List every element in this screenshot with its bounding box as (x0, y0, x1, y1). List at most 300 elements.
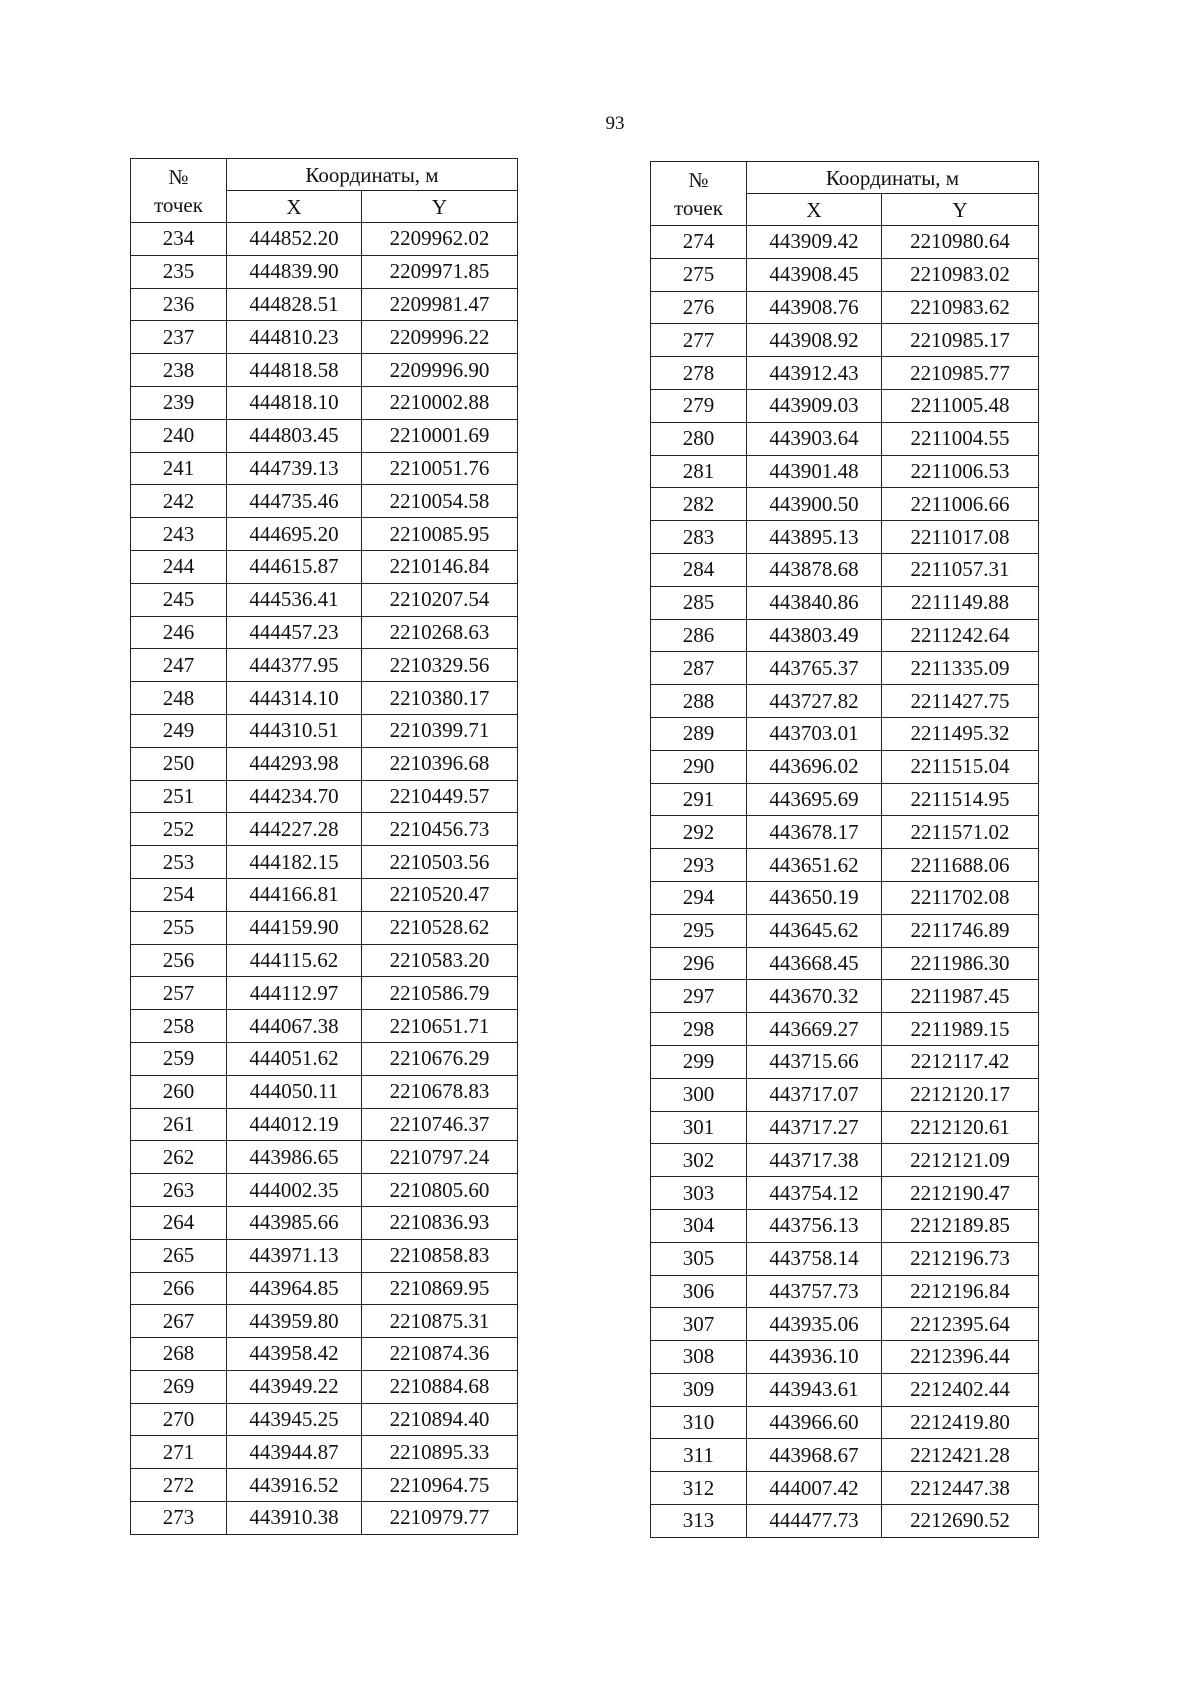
table-row (651, 324, 1039, 357)
point-number-symbol: № (688, 167, 709, 192)
y-coordinate-cell: 2212447.38 (882, 1472, 1039, 1505)
point-number-cell: 308 (651, 1341, 747, 1374)
table-row (131, 747, 518, 780)
x-coordinate-cell: 444293.98 (227, 747, 362, 780)
y-coordinate-cell: 2212396.44 (882, 1341, 1039, 1374)
table-row (131, 583, 518, 616)
x-coordinate-cell: 444457.23 (227, 616, 362, 649)
point-number-cell: 295 (651, 914, 747, 947)
x-coordinate-cell: 443840.86 (747, 586, 882, 619)
table-row (131, 485, 518, 518)
y-coordinate-cell: 2212395.64 (882, 1308, 1039, 1341)
y-coordinate-cell: 2212419.80 (882, 1406, 1039, 1439)
y-coordinate-cell: 2210797.24 (362, 1141, 518, 1174)
x-coordinate-cell: 444828.51 (227, 288, 362, 321)
table-row (651, 1373, 1039, 1406)
point-number-cell: 247 (131, 649, 227, 682)
point-number-cell: 243 (131, 518, 227, 551)
x-coordinate-cell: 443944.87 (227, 1436, 362, 1469)
point-number-cell: 301 (651, 1111, 747, 1144)
table-row (651, 1406, 1039, 1439)
point-number-cell: 312 (651, 1472, 747, 1505)
table-row (651, 521, 1039, 554)
x-coordinate-cell: 443715.66 (747, 1045, 882, 1078)
y-coordinate-cell: 2211005.48 (882, 389, 1039, 422)
x-coordinate-cell: 443878.68 (747, 553, 882, 586)
y-coordinate-cell: 2211514.95 (882, 783, 1039, 816)
y-coordinate-cell: 2210676.29 (362, 1042, 518, 1075)
x-coordinate-cell: 443717.07 (747, 1078, 882, 1111)
x-coordinate-cell: 443909.03 (747, 389, 882, 422)
x-coordinate-cell: 444112.97 (227, 977, 362, 1010)
y-coordinate-cell: 2211242.64 (882, 619, 1039, 652)
x-column-header: X (747, 194, 882, 226)
x-coordinate-cell: 443669.27 (747, 1013, 882, 1046)
x-coordinate-cell: 443971.13 (227, 1239, 362, 1272)
y-coordinate-cell: 2212421.28 (882, 1439, 1039, 1472)
x-coordinate-cell: 443645.62 (747, 914, 882, 947)
point-number-cell: 289 (651, 717, 747, 750)
point-number-cell: 236 (131, 288, 227, 321)
table-row (131, 255, 518, 288)
point-number-cell: 238 (131, 354, 227, 387)
point-number-cell: 259 (131, 1042, 227, 1075)
point-number-cell: 271 (131, 1436, 227, 1469)
y-coordinate-cell: 2210858.83 (362, 1239, 518, 1272)
point-number-cell: 269 (131, 1370, 227, 1403)
y-coordinate-cell: 2210985.17 (882, 324, 1039, 357)
point-number-cell: 278 (651, 357, 747, 390)
point-number-cell: 257 (131, 977, 227, 1010)
x-coordinate-cell: 444166.81 (227, 878, 362, 911)
point-number-cell: 299 (651, 1045, 747, 1078)
point-number-cell: 280 (651, 422, 747, 455)
point-number-cell: 310 (651, 1406, 747, 1439)
x-coordinate-cell: 443958.42 (227, 1338, 362, 1371)
y-coordinate-cell: 2210396.68 (362, 747, 518, 780)
y-coordinate-cell: 2211006.66 (882, 488, 1039, 521)
y-coordinate-cell: 2212196.73 (882, 1242, 1039, 1275)
point-number-cell: 303 (651, 1177, 747, 1210)
table-row (651, 291, 1039, 324)
table-row (651, 1341, 1039, 1374)
y-coordinate-cell: 2210528.62 (362, 911, 518, 944)
x-coordinate-cell: 443757.73 (747, 1275, 882, 1308)
table-row (651, 1308, 1039, 1341)
table-row (131, 1370, 518, 1403)
x-coordinate-cell: 444314.10 (227, 682, 362, 715)
table-row (651, 455, 1039, 488)
y-coordinate-cell: 2209962.02 (362, 223, 518, 256)
y-coordinate-cell: 2210329.56 (362, 649, 518, 682)
table-row (131, 1239, 518, 1272)
point-number-cell: 254 (131, 878, 227, 911)
x-coordinate-cell: 443717.38 (747, 1144, 882, 1177)
table-row (131, 1075, 518, 1108)
table-row (651, 783, 1039, 816)
x-coordinate-cell: 444310.51 (227, 714, 362, 747)
x-coordinate-cell: 443985.66 (227, 1206, 362, 1239)
point-number-label: точек (674, 195, 723, 220)
table-row (131, 1141, 518, 1174)
table-row (131, 354, 518, 387)
y-coordinate-cell: 2210520.47 (362, 878, 518, 911)
table-row (651, 816, 1039, 849)
x-coordinate-cell: 443912.43 (747, 357, 882, 390)
table-row (131, 1305, 518, 1338)
x-coordinate-cell: 443703.01 (747, 717, 882, 750)
y-coordinate-cell: 2211688.06 (882, 849, 1039, 882)
y-coordinate-cell: 2210085.95 (362, 518, 518, 551)
x-coordinate-cell: 443935.06 (747, 1308, 882, 1341)
y-coordinate-cell: 2210207.54 (362, 583, 518, 616)
x-coordinate-cell: 444695.20 (227, 518, 362, 551)
table-row (651, 488, 1039, 521)
y-coordinate-cell: 2211986.30 (882, 947, 1039, 980)
point-number-cell: 240 (131, 419, 227, 452)
y-coordinate-cell: 2209996.22 (362, 321, 518, 354)
point-number-cell: 245 (131, 583, 227, 616)
point-number-cell: 237 (131, 321, 227, 354)
y-coordinate-cell: 2210980.64 (882, 226, 1039, 259)
x-coordinate-cell: 443900.50 (747, 488, 882, 521)
x-coordinate-cell: 443668.45 (747, 947, 882, 980)
y-coordinate-cell: 2210586.79 (362, 977, 518, 1010)
table-row (651, 258, 1039, 291)
table-row (131, 944, 518, 977)
table-row (131, 977, 518, 1010)
y-coordinate-cell: 2210651.71 (362, 1010, 518, 1043)
y-column-header: Y (362, 191, 518, 223)
point-number-header (131, 159, 227, 223)
table-row (131, 682, 518, 715)
table-row (651, 685, 1039, 718)
table-row (131, 1469, 518, 1502)
point-number-cell: 306 (651, 1275, 747, 1308)
table-row (651, 422, 1039, 455)
y-coordinate-cell: 2210054.58 (362, 485, 518, 518)
point-number-cell: 275 (651, 258, 747, 291)
x-coordinate-cell: 443908.76 (747, 291, 882, 324)
table-row (651, 586, 1039, 619)
table-row (651, 1013, 1039, 1046)
table-row (131, 846, 518, 879)
table-row (131, 1272, 518, 1305)
x-coordinate-cell: 443758.14 (747, 1242, 882, 1275)
table-row (131, 518, 518, 551)
point-number-cell: 304 (651, 1209, 747, 1242)
table-row (131, 223, 518, 256)
table-row (651, 1144, 1039, 1177)
y-coordinate-cell: 2212120.61 (882, 1111, 1039, 1144)
point-number-cell: 241 (131, 452, 227, 485)
x-coordinate-cell: 443803.49 (747, 619, 882, 652)
x-coordinate-cell: 443695.69 (747, 783, 882, 816)
point-number-header (651, 162, 747, 226)
point-number-cell: 297 (651, 980, 747, 1013)
table-row (131, 649, 518, 682)
y-coordinate-cell: 2212189.85 (882, 1209, 1039, 1242)
y-coordinate-cell: 2209971.85 (362, 255, 518, 288)
x-coordinate-cell: 443670.32 (747, 980, 882, 1013)
x-coordinate-cell: 443959.80 (227, 1305, 362, 1338)
table-row (651, 1505, 1039, 1538)
y-coordinate-cell: 2210380.17 (362, 682, 518, 715)
x-coordinate-cell: 444839.90 (227, 255, 362, 288)
y-coordinate-cell: 2211057.31 (882, 553, 1039, 586)
point-number-cell: 255 (131, 911, 227, 944)
x-coordinate-cell: 443754.12 (747, 1177, 882, 1210)
point-number-cell: 287 (651, 652, 747, 685)
y-coordinate-cell: 2210001.69 (362, 419, 518, 452)
point-number-cell: 309 (651, 1373, 747, 1406)
table-row (651, 1275, 1039, 1308)
table-row (131, 714, 518, 747)
y-coordinate-cell: 2211427.75 (882, 685, 1039, 718)
x-coordinate-cell: 443943.61 (747, 1373, 882, 1406)
point-number-cell: 286 (651, 619, 747, 652)
point-number-cell: 313 (651, 1505, 747, 1538)
y-coordinate-cell: 2210874.36 (362, 1338, 518, 1371)
y-coordinate-cell: 2210983.62 (882, 291, 1039, 324)
y-coordinate-cell: 2210456.73 (362, 813, 518, 846)
x-coordinate-cell: 444182.15 (227, 846, 362, 879)
point-number-cell: 281 (651, 455, 747, 488)
y-coordinate-cell: 2210002.88 (362, 386, 518, 419)
y-coordinate-cell: 2210583.20 (362, 944, 518, 977)
point-number-cell: 282 (651, 488, 747, 521)
y-coordinate-cell: 2212196.84 (882, 1275, 1039, 1308)
table-row (131, 1502, 518, 1535)
x-coordinate-cell: 443949.22 (227, 1370, 362, 1403)
x-coordinate-cell: 443650.19 (747, 881, 882, 914)
table-row (131, 452, 518, 485)
x-coordinate-cell: 443916.52 (227, 1469, 362, 1502)
table-row (131, 780, 518, 813)
x-coordinate-cell: 444115.62 (227, 944, 362, 977)
table-row (651, 389, 1039, 422)
x-coordinate-cell: 443895.13 (747, 521, 882, 554)
x-coordinate-cell: 443756.13 (747, 1209, 882, 1242)
coordinates-header: Координаты, м (747, 162, 1039, 194)
x-coordinate-cell: 444159.90 (227, 911, 362, 944)
x-coordinate-cell: 443908.45 (747, 258, 882, 291)
page-number: 93 (605, 113, 625, 134)
table-row (131, 1206, 518, 1239)
table-row (651, 1439, 1039, 1472)
x-coordinate-cell: 444234.70 (227, 780, 362, 813)
y-coordinate-cell: 2211702.08 (882, 881, 1039, 914)
y-coordinate-cell: 2210268.63 (362, 616, 518, 649)
table-row (131, 1108, 518, 1141)
point-number-cell: 258 (131, 1010, 227, 1043)
y-coordinate-cell: 2210983.02 (882, 258, 1039, 291)
y-coordinate-cell: 2211495.32 (882, 717, 1039, 750)
point-number-cell: 270 (131, 1403, 227, 1436)
x-coordinate-cell: 444227.28 (227, 813, 362, 846)
table-row (651, 619, 1039, 652)
point-number-cell: 300 (651, 1078, 747, 1111)
y-coordinate-cell: 2211006.53 (882, 455, 1039, 488)
point-number-cell: 292 (651, 816, 747, 849)
table-row (131, 321, 518, 354)
y-coordinate-cell: 2210399.71 (362, 714, 518, 747)
point-number-cell: 274 (651, 226, 747, 259)
y-coordinate-cell: 2211335.09 (882, 652, 1039, 685)
x-coordinate-cell: 443678.17 (747, 816, 882, 849)
point-number-cell: 264 (131, 1206, 227, 1239)
y-coordinate-cell: 2212402.44 (882, 1373, 1039, 1406)
x-coordinate-cell: 443901.48 (747, 455, 882, 488)
point-number-cell: 285 (651, 586, 747, 619)
point-number-cell: 262 (131, 1141, 227, 1174)
coordinates-table-right (650, 161, 1039, 1538)
point-number-cell: 283 (651, 521, 747, 554)
table-row (131, 813, 518, 846)
y-coordinate-cell: 2210836.93 (362, 1206, 518, 1239)
point-number-label: точек (154, 192, 203, 217)
table-row (651, 226, 1039, 259)
point-number-cell: 244 (131, 550, 227, 583)
x-coordinate-cell: 444051.62 (227, 1042, 362, 1075)
y-coordinate-cell: 2211515.04 (882, 750, 1039, 783)
point-number-cell: 268 (131, 1338, 227, 1371)
x-coordinate-cell: 443651.62 (747, 849, 882, 882)
point-number-cell: 246 (131, 616, 227, 649)
y-coordinate-cell: 2212690.52 (882, 1505, 1039, 1538)
x-coordinate-cell: 443696.02 (747, 750, 882, 783)
y-coordinate-cell: 2210051.76 (362, 452, 518, 485)
x-coordinate-cell: 443909.42 (747, 226, 882, 259)
point-number-cell: 251 (131, 780, 227, 813)
x-coordinate-cell: 444377.95 (227, 649, 362, 682)
table-row (131, 878, 518, 911)
y-coordinate-cell: 2212120.17 (882, 1078, 1039, 1111)
x-coordinate-cell: 443727.82 (747, 685, 882, 718)
x-coordinate-cell: 444818.10 (227, 386, 362, 419)
y-coordinate-cell: 2210884.68 (362, 1370, 518, 1403)
table-row (651, 652, 1039, 685)
table-row (131, 616, 518, 649)
x-coordinate-cell: 444012.19 (227, 1108, 362, 1141)
x-coordinate-cell: 444007.42 (747, 1472, 882, 1505)
y-coordinate-cell: 2210146.84 (362, 550, 518, 583)
point-number-cell: 265 (131, 1239, 227, 1272)
point-number-cell: 279 (651, 389, 747, 422)
x-coordinate-cell: 444810.23 (227, 321, 362, 354)
point-number-cell: 291 (651, 783, 747, 816)
y-coordinate-cell: 2212121.09 (882, 1144, 1039, 1177)
point-number-symbol: № (168, 164, 189, 189)
point-number-cell: 293 (651, 849, 747, 882)
table-row (651, 1242, 1039, 1275)
y-coordinate-cell: 2210449.57 (362, 780, 518, 813)
y-coordinate-cell: 2210894.40 (362, 1403, 518, 1436)
table-row (131, 1436, 518, 1469)
table-row (131, 386, 518, 419)
x-coordinate-cell: 444803.45 (227, 419, 362, 452)
x-coordinate-cell: 443717.27 (747, 1111, 882, 1144)
point-number-cell: 294 (651, 881, 747, 914)
x-coordinate-cell: 444735.46 (227, 485, 362, 518)
x-coordinate-cell: 444477.73 (747, 1505, 882, 1538)
point-number-cell: 305 (651, 1242, 747, 1275)
point-number-cell: 235 (131, 255, 227, 288)
y-coordinate-cell: 2211571.02 (882, 816, 1039, 849)
x-coordinate-cell: 443910.38 (227, 1502, 362, 1535)
point-number-cell: 311 (651, 1439, 747, 1472)
point-number-cell: 263 (131, 1174, 227, 1207)
x-coordinate-cell: 443986.65 (227, 1141, 362, 1174)
point-number-cell: 307 (651, 1308, 747, 1341)
coordinates-header: Координаты, м (227, 159, 518, 191)
y-coordinate-cell: 2210805.60 (362, 1174, 518, 1207)
table-row (651, 750, 1039, 783)
table-row (651, 1209, 1039, 1242)
table-row (131, 550, 518, 583)
table-row (651, 553, 1039, 586)
y-coordinate-cell: 2211004.55 (882, 422, 1039, 455)
x-coordinate-cell: 444615.87 (227, 550, 362, 583)
point-number-cell: 288 (651, 685, 747, 718)
table-row (651, 1111, 1039, 1144)
x-coordinate-cell: 444818.58 (227, 354, 362, 387)
y-coordinate-cell: 2211746.89 (882, 914, 1039, 947)
x-coordinate-cell: 443968.67 (747, 1439, 882, 1472)
table-row (651, 947, 1039, 980)
x-coordinate-cell: 443903.64 (747, 422, 882, 455)
x-coordinate-cell: 443765.37 (747, 652, 882, 685)
y-coordinate-cell: 2211989.15 (882, 1013, 1039, 1046)
table-row (651, 849, 1039, 882)
y-coordinate-cell: 2209996.90 (362, 354, 518, 387)
table-row (651, 980, 1039, 1013)
x-coordinate-cell: 444002.35 (227, 1174, 362, 1207)
y-coordinate-cell: 2211017.08 (882, 521, 1039, 554)
table-row (131, 1174, 518, 1207)
point-number-cell: 234 (131, 223, 227, 256)
table-row (131, 1403, 518, 1436)
point-number-cell: 261 (131, 1108, 227, 1141)
y-coordinate-cell: 2210503.56 (362, 846, 518, 879)
coordinates-table-left (130, 158, 518, 1535)
y-coordinate-cell: 2210875.31 (362, 1305, 518, 1338)
x-coordinate-cell: 443945.25 (227, 1403, 362, 1436)
table-row (131, 1338, 518, 1371)
y-coordinate-cell: 2212117.42 (882, 1045, 1039, 1078)
point-number-cell: 273 (131, 1502, 227, 1535)
y-coordinate-cell: 2211987.45 (882, 980, 1039, 1013)
point-number-cell: 249 (131, 714, 227, 747)
x-coordinate-cell: 443908.92 (747, 324, 882, 357)
table-row (131, 288, 518, 321)
point-number-cell: 260 (131, 1075, 227, 1108)
point-number-cell: 302 (651, 1144, 747, 1177)
y-coordinate-cell: 2210869.95 (362, 1272, 518, 1305)
point-number-cell: 298 (651, 1013, 747, 1046)
y-coordinate-cell: 2211149.88 (882, 586, 1039, 619)
x-coordinate-cell: 444067.38 (227, 1010, 362, 1043)
point-number-cell: 248 (131, 682, 227, 715)
table-row (651, 1177, 1039, 1210)
table-row (651, 1078, 1039, 1111)
y-coordinate-cell: 2210964.75 (362, 1469, 518, 1502)
y-coordinate-cell: 2210895.33 (362, 1436, 518, 1469)
point-number-cell: 284 (651, 553, 747, 586)
point-number-cell: 277 (651, 324, 747, 357)
y-coordinate-cell: 2210746.37 (362, 1108, 518, 1141)
y-coordinate-cell: 2212190.47 (882, 1177, 1039, 1210)
